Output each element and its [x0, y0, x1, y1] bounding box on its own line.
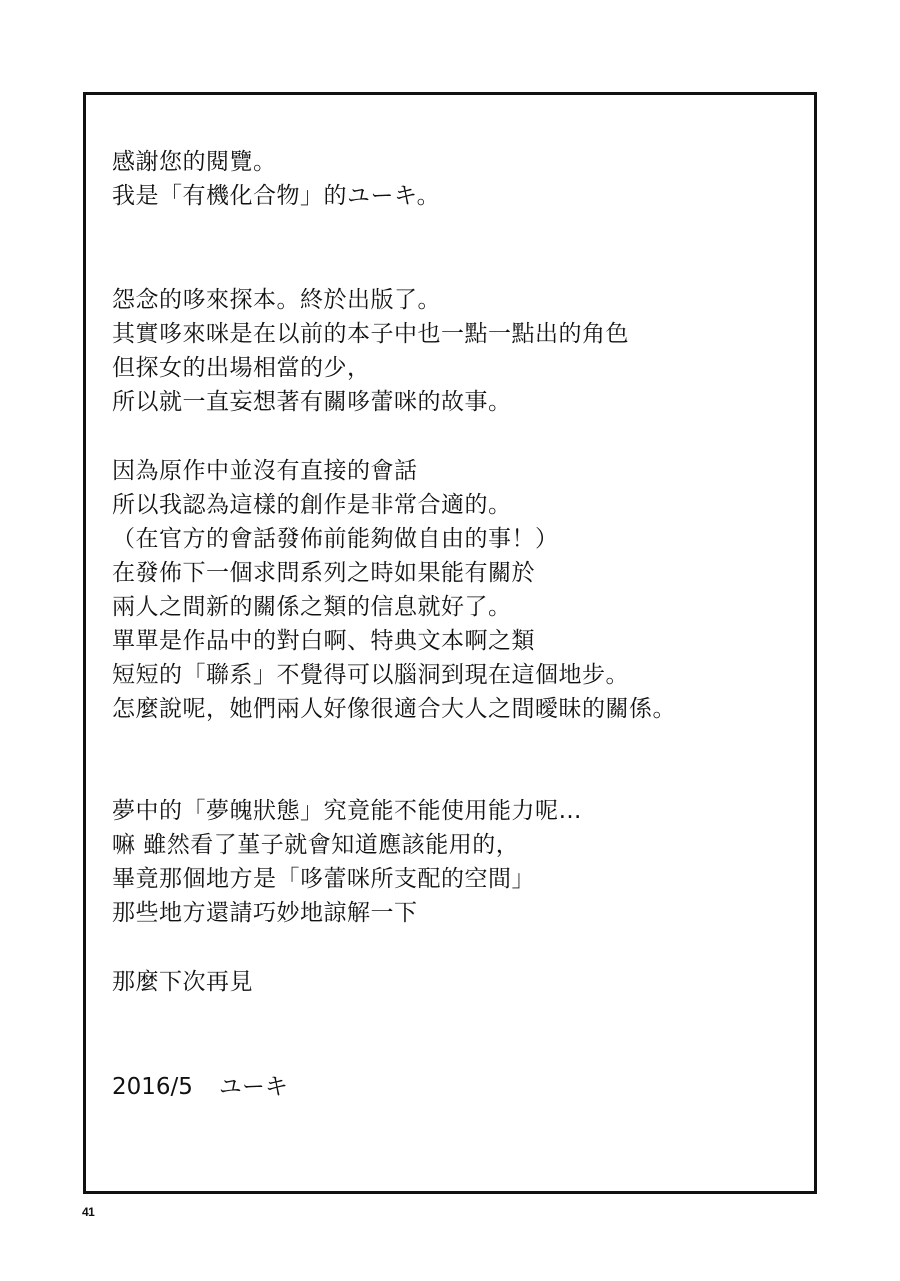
- text-line: 怨念的哆來探本。終於出版了。: [112, 287, 441, 313]
- paragraph-3: [112, 794, 582, 930]
- signature-line: [112, 1070, 288, 1104]
- paragraph-1: [112, 283, 629, 419]
- text-line: 畢竟那個地方是「哆蕾咪所支配的空間」: [112, 866, 535, 892]
- text-line: 單單是作品中的對白啊、特典文本啊之類: [112, 628, 535, 654]
- text-line: 兩人之間新的關係之類的信息就好了。: [112, 594, 512, 620]
- text-line: 所以我認為這樣的創作是非常合適的。: [112, 492, 512, 518]
- text-line: 其實哆來咪是在以前的本子中也一點一點出的角色: [112, 321, 629, 347]
- text-line: 夢中的「夢魄狀態」究竟能不能使用能力呢…: [112, 798, 582, 824]
- text-line: （在官方的會話發佈前能夠做自由的事！）: [112, 526, 559, 552]
- page-number: 41: [82, 1205, 95, 1219]
- text-line: 因為原作中並沒有直接的會話: [112, 458, 418, 484]
- text-line: 所以就一直妄想著有關哆蕾咪的故事。: [112, 389, 512, 415]
- text-line: 在發佈下一個求問系列之時如果能有關於: [112, 560, 535, 586]
- text-line: 怎麼說呢，她們兩人好像很適合大人之間曖昧的關係。: [112, 696, 676, 722]
- greeting-line: 感謝您的閱覽。: [112, 149, 277, 175]
- greeting-block: [112, 145, 440, 213]
- text-line: 但探女的出場相當的少，: [112, 355, 371, 381]
- greeting-line: 我是「有機化合物」的ユーキ。: [112, 183, 441, 209]
- date-text: 2016/5: [112, 1074, 193, 1100]
- paragraph-2: [112, 454, 676, 726]
- closing-line: 那麼下次再見: [112, 969, 253, 995]
- text-line: 那些地方還請巧妙地諒解一下: [112, 900, 418, 926]
- text-line: 嘛 雖然看了堇子就會知道應該能用的，: [112, 832, 520, 858]
- text-line: 短短的「聯系」不覺得可以腦洞到現在這個地步。: [112, 662, 629, 688]
- author-signature: ユーキ: [218, 1074, 288, 1100]
- closing-block: [112, 965, 253, 999]
